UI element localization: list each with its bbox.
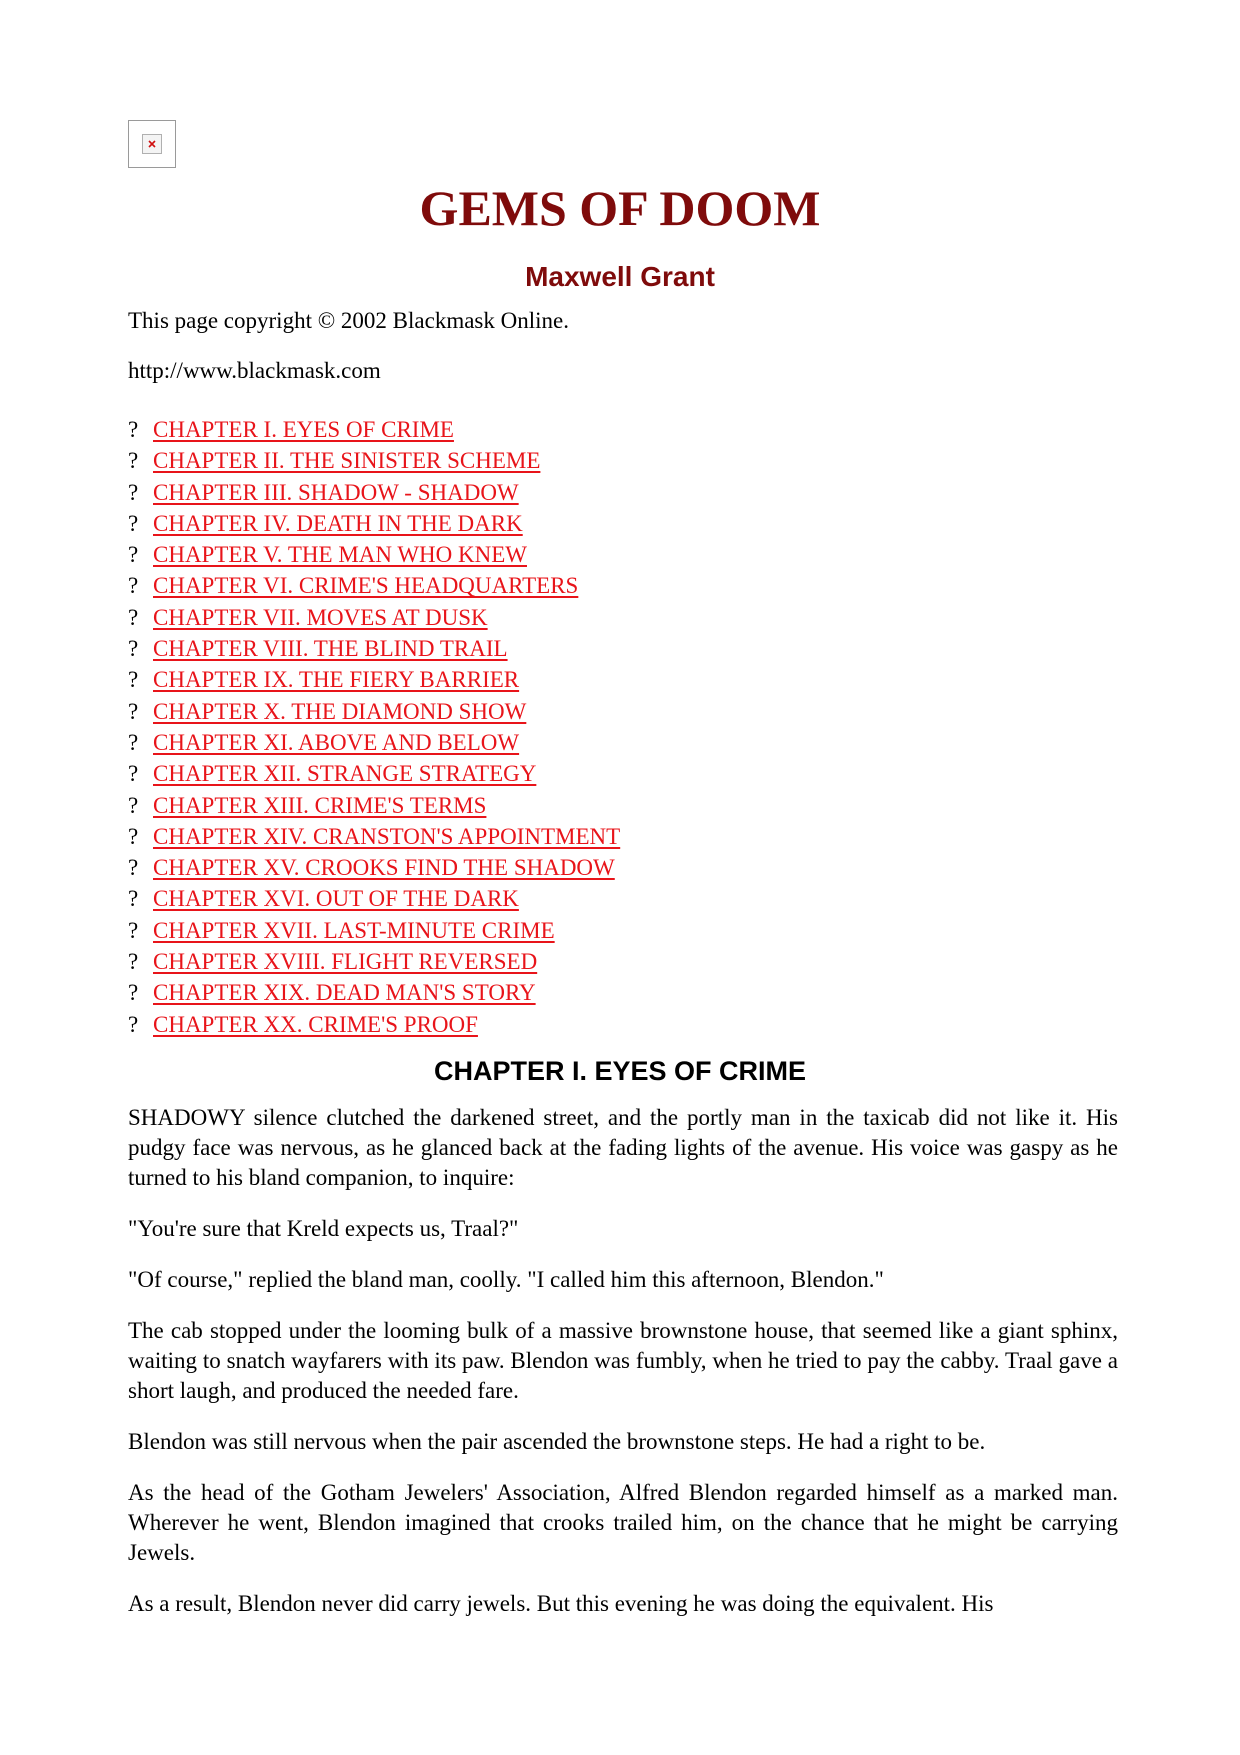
toc-item [128,509,1118,540]
toc-bullet: ? [128,417,139,442]
toc-item [128,1010,1118,1041]
toc-link-chapter-10[interactable]: CHAPTER X. THE DIAMOND SHOW [153,698,527,724]
toc-link-chapter-1[interactable]: CHAPTER I. EYES OF CRIME [153,417,454,442]
toc-item [128,916,1118,947]
toc-bullet: ? [128,792,139,818]
toc-link-chapter-7[interactable]: CHAPTER VII. MOVES AT DUSK [153,604,488,630]
body-paragraph: "Of course," replied the bland man, coolly. "I called him this afternoon, Blendon." [128,1267,884,1292]
toc-item [128,978,1118,1009]
toc-link-chapter-16[interactable]: CHAPTER XVI. OUT OF THE DARK [153,886,519,912]
toc-link-chapter-14[interactable]: CHAPTER XIV. CRANSTON'S APPOINTMENT [153,823,621,849]
body-paragraph: As a result, Blendon never did carry jewels. But this evening he was doing the equivalent. His [128,1591,994,1616]
copyright-notice: This page copyright © 2002 Blackmask Online. [128,308,569,333]
toc-item [128,791,1118,822]
table-of-contents [128,415,1118,1041]
toc-link-chapter-12[interactable]: CHAPTER XII. STRANGE STRATEGY [153,761,537,787]
broken-image-frame [142,134,162,154]
toc-item [128,884,1118,915]
toc-item [128,415,1118,446]
toc-item [128,540,1118,571]
toc-bullet: ? [128,573,139,599]
chapter-heading: CHAPTER I. EYES OF CRIME [433,1056,807,1086]
toc-bullet: ? [128,761,139,787]
toc-link-chapter-4[interactable]: CHAPTER IV. DEATH IN THE DARK [153,510,523,536]
red-x-icon [147,139,157,149]
body-paragraph: As the head of the Gotham Jewelers' Association, Alfred Blendon regarded himself as a marked man. Wherever he went, Blendon imagined that crooks trailed him, on the chance that he might be carrying Jewels. [128,1480,1118,1565]
toc-link-chapter-17[interactable]: CHAPTER XVII. LAST-MINUTE CRIME [153,917,555,943]
book-author: Maxwell Grant [525,261,715,292]
toc-item [128,728,1118,759]
body-paragraph: "You're sure that Kreld expects us, Traal?" [128,1216,519,1241]
toc-bullet: ? [128,886,139,912]
toc-bullet: ? [128,448,139,474]
toc-item [128,947,1118,978]
toc-item [128,634,1118,665]
toc-item [128,853,1118,884]
toc-link-chapter-15[interactable]: CHAPTER XV. CROOKS FIND THE SHADOW [153,855,615,881]
toc-item [128,603,1118,634]
toc-link-chapter-8[interactable]: CHAPTER VIII. THE BLIND TRAIL [153,636,508,662]
toc-link-chapter-9[interactable]: CHAPTER IX. THE FIERY BARRIER [153,667,520,693]
toc-item [128,822,1118,853]
toc-item [128,697,1118,728]
toc-item [128,665,1118,696]
body-paragraph: The cab stopped under the looming bulk of a massive brownstone house, that seemed like a giant sphinx, waiting to snatch wayfarers with its paw. Blendon was fumbly, when he tried to pay the cabby. Traal gave a short laugh, and produced the needed fare. [128,1318,1118,1403]
toc-bullet: ? [128,949,139,975]
source-url: http://www.blackmask.com [128,358,381,383]
toc-bullet: ? [128,479,139,505]
toc-link-chapter-18[interactable]: CHAPTER XVIII. FLIGHT REVERSED [153,949,538,975]
chapter-body [128,1103,1118,1640]
toc-bullet: ? [128,698,139,724]
toc-item [128,478,1118,509]
toc-bullet: ? [128,729,139,755]
toc-link-chapter-11[interactable]: CHAPTER XI. ABOVE AND BELOW [153,729,520,755]
toc-bullet: ? [128,636,139,662]
toc-bullet: ? [128,855,139,881]
toc-item [128,571,1118,602]
toc-link-chapter-5[interactable]: CHAPTER V. THE MAN WHO KNEW [153,542,527,568]
body-paragraph: Blendon was still nervous when the pair ascended the brownstone steps. He had a right to be. [128,1429,986,1454]
toc-link-chapter-20[interactable]: CHAPTER XX. CRIME'S PROOF [153,1011,478,1037]
toc-item [128,759,1118,790]
toc-bullet: ? [128,604,139,630]
body-paragraph: SHADOWY silence clutched the darkened street, and the portly man in the taxicab did not like it. His pudgy face was nervous, as he glanced back at the fading lights of the avenue. His voice was gaspy as he turned to his bland companion, to inquire: [128,1105,1118,1190]
toc-link-chapter-19[interactable]: CHAPTER XIX. DEAD MAN'S STORY [153,980,536,1006]
toc-item [128,446,1118,477]
toc-bullet: ? [128,667,139,693]
toc-link-chapter-13[interactable]: CHAPTER XIII. CRIME'S TERMS [153,792,487,818]
toc-bullet: ? [128,510,139,536]
toc-bullet: ? [128,917,139,943]
toc-bullet: ? [128,980,139,1006]
toc-link-chapter-3[interactable]: CHAPTER III. SHADOW - SHADOW [153,479,519,505]
toc-link-chapter-6[interactable]: CHAPTER VI. CRIME'S HEADQUARTERS [153,573,579,599]
toc-bullet: ? [128,1011,139,1037]
toc-bullet: ? [128,823,139,849]
book-title: GEMS OF DOOM [419,180,821,236]
broken-image-icon [128,120,176,168]
toc-bullet: ? [128,542,139,568]
toc-link-chapter-2[interactable]: CHAPTER II. THE SINISTER SCHEME [153,448,541,474]
